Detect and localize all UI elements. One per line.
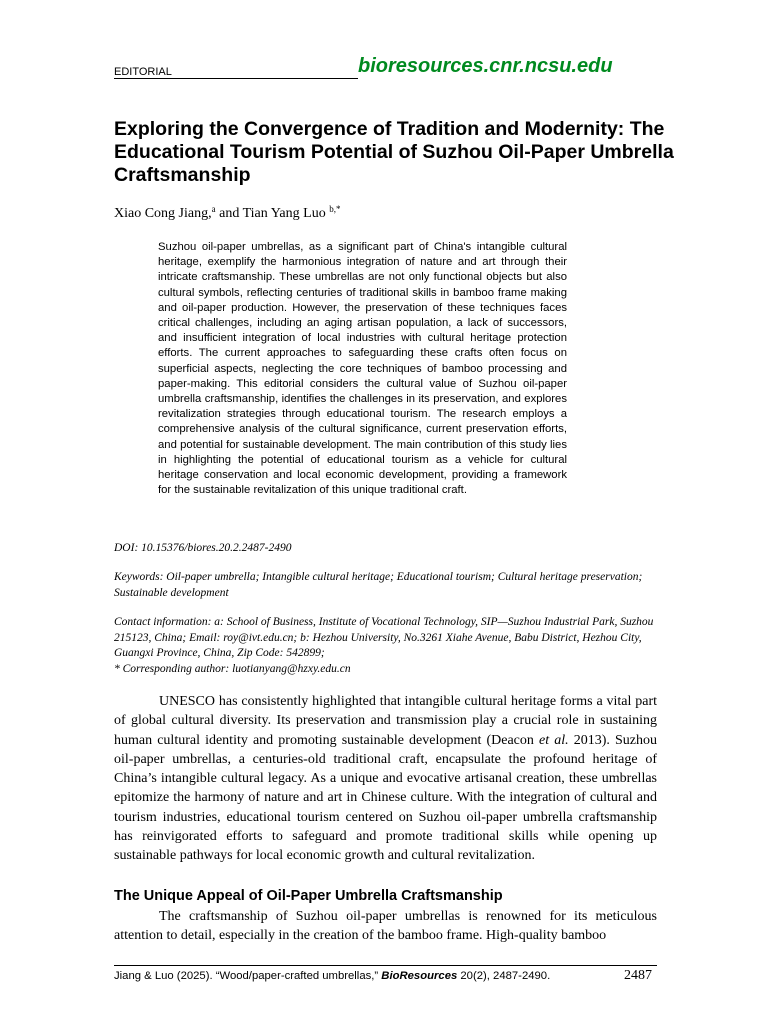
corresponding-author: * Corresponding author: luotianyang@hzxy.edu.cn: [114, 662, 351, 675]
footer-citation: [114, 970, 550, 982]
journal-name: BioResources: [381, 970, 458, 982]
page-number: 2487: [624, 968, 652, 983]
paragraph-1-text-b: 2013). Suzhou oil-paper umbrellas, a centuries-old traditional craft, encapsulate the profound heritage of China’s intangible cultural legacy. As a unique and evocative artisanal creation, these umbrellas epitomize the harmony of nature and art in Chinese culture. With the integration of cultural and tourism industries, educational tourism centered on Suzhou oil-paper umbrella craftsmanship has reinvigorated efforts to safeguard and promote traditional skills while opening up sustainable pathways for local economic growth and cultural revitalization.: [114, 732, 657, 864]
author-joiner: and Tian Yang Luo: [215, 206, 330, 221]
author-2-affiliation: b,*: [329, 204, 341, 214]
journal-site-link[interactable]: bioresources.cnr.ncsu.edu: [358, 55, 613, 77]
keywords: Keywords: Oil-paper umbrella; Intangible cultural heritage; Educational tourism; Cultural heritage preservation; Sustainable development: [114, 571, 643, 599]
section-label: EDITORIAL: [114, 66, 172, 78]
section-heading: The Unique Appeal of Oil-Paper Umbrella Craftsmanship: [114, 888, 503, 904]
article-title: Exploring the Convergence of Tradition and Modernity: The Educational Tourism Potential of Suzhou Oil-Paper Umbrella Craftsmanship: [114, 118, 674, 186]
author-1: Xiao Cong Jiang,: [114, 206, 212, 221]
contact-text: Contact information: a: School of Business, Institute of Vocational Technology, SIP—Suzhou Industrial Park, Suzhou 215123, China; Email: roy@ivt.edu.cn; b: Hezhou University, No.3261 Xiahe Avenue, Babu District, Hezhou City, Guangxi Province, China, Zip Code: 542899;: [114, 616, 654, 659]
paragraph-2-text: The craftsmanship of Suzhou oil-paper umbrellas is renowned for its meticulous attention to detail, especially in the creation of the bamboo frame. High-quality bamboo: [114, 909, 657, 944]
doi[interactable]: DOI: 10.15376/biores.20.2.2487-2490: [114, 542, 292, 554]
body-paragraph-1: [114, 692, 657, 866]
author-1-affiliation: a: [211, 204, 216, 214]
footer-rule: [114, 965, 657, 966]
citation-text: Jiang & Luo (2025). “Wood/paper-crafted umbrellas,”: [114, 970, 382, 982]
abstract: Suzhou oil-paper umbrellas, as a significant part of China's intangible cultural heritage, exemplify the harmonious integration of nature and art through their intricate craftsmanship. These umbrellas are not only functional objects but also cultural symbols, reflecting centuries of traditional skills in bamboo frame making and oil-paper production. However, the preservation of these techniques faces critical challenges, including an aging artisan population, a lack of successors, and insufficient integration of local industries with cultural heritage protection efforts. The current approaches to safeguarding these crafts often focus on superficial aspects, neglecting the core techniques of bamboo processing and paper-making. This editorial considers the cultural value of Suzhou oil-paper umbrella craftsmanship, identifies the challenges in its preservation, and explores revitalization strategies through educational tourism. The research employs a comprehensive analysis of the cultural significance, current preservation efforts, and potential for sustainable development. The main contribution of this study lies in highlighting the potential of educational tourism as a vehicle for cultural heritage conservation and local economic development, providing a framework for the sustainable revitalization of this unique traditional craft.: [158, 241, 567, 497]
header-rule: [114, 78, 358, 79]
author-line: [114, 204, 340, 222]
et-al: et al.: [539, 732, 569, 748]
paragraph-1-text-a: UNESCO has consistently highlighted that intangible cultural heritage forms a vital part of global cultural diversity. Its preservation and transmission play a crucial role in sustaining human cultural identity and promoting sustainable development (Deacon: [114, 694, 657, 748]
volume-pages: 20(2), 2487-2490.: [457, 970, 551, 982]
body-paragraph-2: [114, 907, 657, 946]
contact-information: [114, 615, 659, 677]
